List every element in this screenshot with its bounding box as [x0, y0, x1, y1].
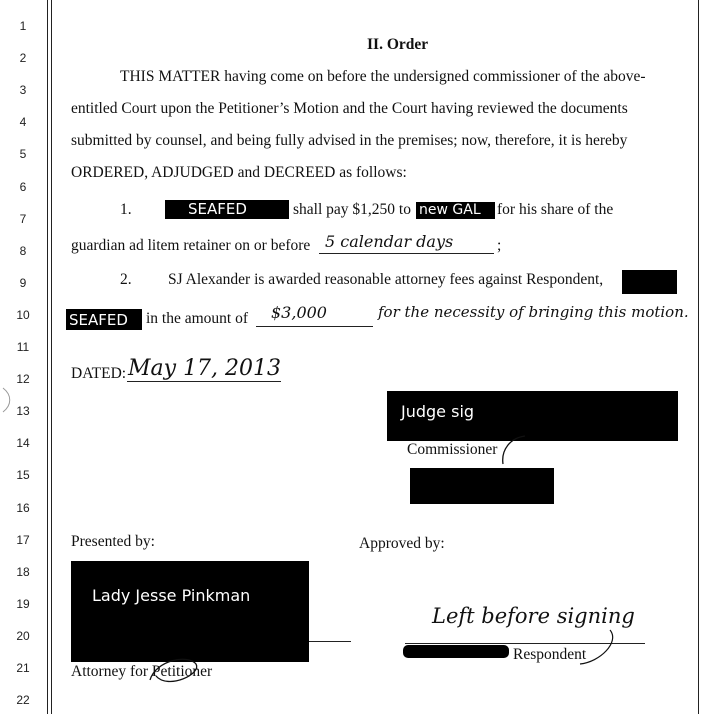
redaction-box — [410, 468, 554, 504]
attorney-signature-label: Lady Jesse Pinkman — [92, 586, 251, 605]
blank-underline — [319, 253, 494, 254]
respondent-role: Respondent — [513, 646, 587, 663]
line-number: 4 — [19, 115, 27, 129]
line-number: 11 — [16, 340, 30, 354]
signature-stroke — [570, 622, 630, 672]
line-number: 1 — [19, 19, 27, 33]
item-1-number: 1. — [120, 201, 132, 218]
line-number: 8 — [19, 244, 27, 258]
line-number: 19 — [16, 597, 30, 611]
line-number: 10 — [16, 308, 30, 322]
handwritten-deadline: 5 calendar days — [325, 232, 454, 251]
margin-mark — [0, 385, 14, 415]
intro-line-2: entitled Court upon the Petitioner’s Motion and the Court having reviewed the documents — [71, 100, 628, 117]
redaction-label: new GAL — [419, 202, 481, 218]
line-number: 3 — [19, 83, 27, 97]
judge-signature-label: Judge sig — [401, 402, 475, 421]
line-number: 15 — [16, 468, 30, 482]
intro-line-3: submitted by counsel, and being fully advised in the premises; now, therefore, it is hereby — [71, 132, 628, 149]
handwritten-amount: $3,000 — [271, 303, 327, 322]
redaction-box — [403, 645, 509, 658]
handwritten-date: May 17, 2013 — [128, 356, 282, 381]
item-1-line-2: guardian ad litem retainer on or before — [71, 237, 311, 254]
line-number: 12 — [16, 372, 30, 386]
left-margin-rule — [47, 0, 48, 714]
line-number: 6 — [19, 180, 27, 194]
date-underline — [127, 381, 281, 382]
item-2-text: SJ Alexander is awarded reasonable attorney fees against Respondent, — [168, 271, 604, 288]
handwritten-note: for the necessity of bringing this motion. — [378, 303, 689, 321]
redaction-label: SEAFED — [188, 200, 247, 218]
section-heading: II. Order — [367, 36, 429, 53]
line-number: 5 — [19, 147, 27, 161]
line-number: 17 — [16, 533, 30, 547]
right-margin-rule — [698, 0, 699, 714]
item-1-text-b: for his share of the — [497, 201, 614, 218]
intro-line-1: THIS MATTER having come on before the undersigned commissioner of the above- — [120, 68, 646, 85]
line-number: 20 — [16, 629, 30, 643]
line-number: 7 — [19, 212, 27, 226]
signature-underline — [309, 641, 351, 642]
item-2-amount-label: in the amount of — [146, 310, 249, 327]
item-1-text-a: shall pay $1,250 to — [293, 201, 411, 218]
line-number: 22 — [16, 693, 30, 707]
line-number: 18 — [16, 565, 30, 579]
presented-by-label: Presented by: — [71, 533, 155, 550]
left-margin-rule-inner — [51, 0, 52, 714]
attorney-signature-redaction — [71, 561, 309, 662]
line-number: 2 — [19, 51, 27, 65]
line-number: 13 — [16, 404, 30, 418]
signature-stroke — [148, 650, 208, 690]
item-1-end: ; — [497, 237, 502, 254]
line-number: 16 — [16, 501, 30, 515]
redaction-label: SEAFED — [69, 311, 128, 329]
attorney-role: Attorney for Petitioner — [71, 663, 213, 680]
line-number: 21 — [16, 661, 30, 675]
redaction-box — [622, 270, 677, 294]
item-2-number: 2. — [120, 271, 132, 288]
line-number: 14 — [16, 436, 30, 450]
line-number: 9 — [19, 276, 27, 290]
respondent-handwritten-note: Left before signing — [432, 604, 635, 628]
signature-stroke — [495, 432, 535, 472]
intro-line-4: ORDERED, ADJUDGED and DECREED as follows: — [71, 164, 407, 181]
blank-underline — [256, 326, 373, 327]
approved-by-label: Approved by: — [359, 535, 445, 552]
dated-label: DATED: — [71, 365, 127, 382]
commissioner-title: Commissioner — [407, 441, 498, 458]
